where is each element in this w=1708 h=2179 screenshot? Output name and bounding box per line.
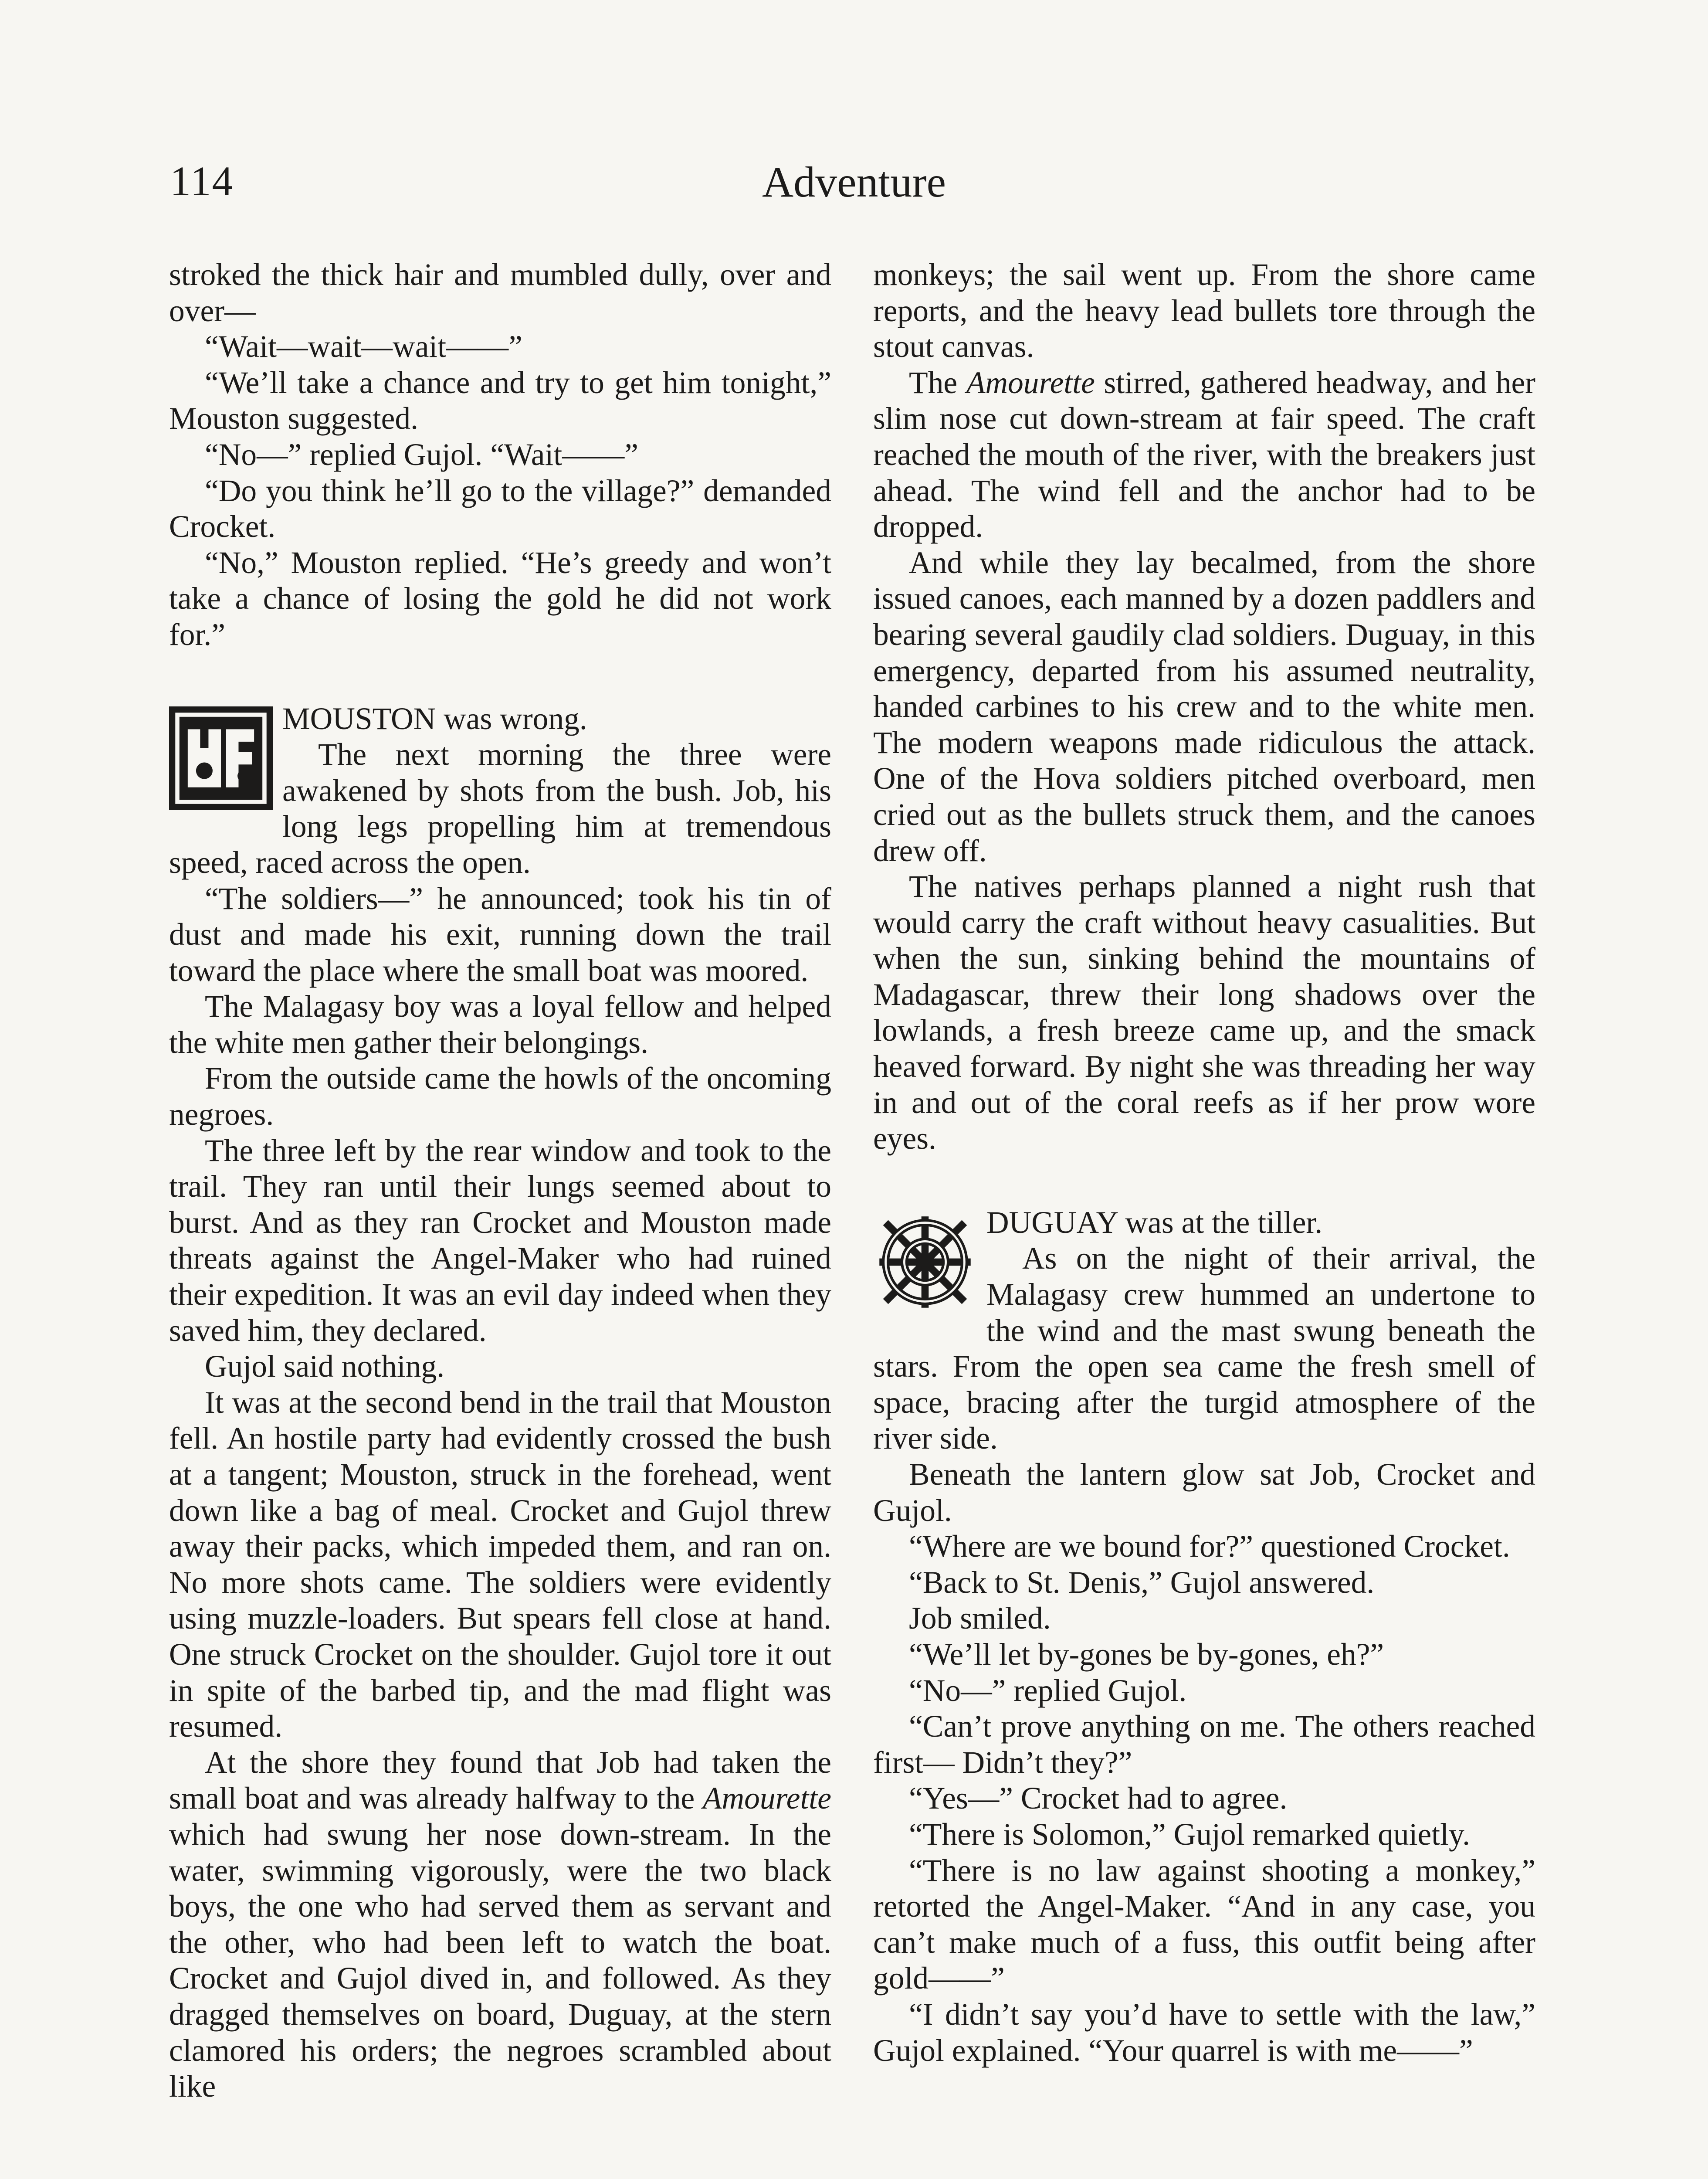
paragraph: The next morning the three were awakened by shots from the bush. Job, his long legs propelling him at tremendous speed, raced across the open. [169,737,831,880]
section-opening: MOUSTON was wrong. [282,701,587,736]
paragraph: “We’ll take a chance and try to get him tonight,” Mouston suggested. [169,365,831,436]
paragraph: “Yes—” Crocket had to agree. [909,1781,1288,1816]
paragraph: “We’ll let by-gones be by-gones, eh?” [909,1637,1384,1672]
right-column [873,257,1535,2069]
paragraph: Job smiled. [909,1601,1051,1636]
paragraph: The Amourette stirred, gathered headway, and her slim nose cut down-stream at fair speed. The craft reached the mouth of the river, with the breakers just ahead. The wind fell and the anchor had to be dropped. [873,365,1535,544]
paragraph: “Where are we bound for?” questioned Crocket. [909,1529,1510,1564]
paragraph: As on the night of their arrival, the Malagasy crew hummed an undertone to the wind and the mast swung beneath the stars. From the open sea came the fresh smell of space, bracing after the turgid atmosphere of the river side. [873,1241,1535,1456]
paragraph: From the outside came the howls of the oncoming negroes. [169,1061,831,1132]
ornamental-dropcap-icon [169,706,273,810]
paragraph: “Back to St. Denis,” Gujol answered. [909,1565,1375,1600]
paragraph: The natives perhaps planned a night rush that would carry the craft without heavy casualities. But when the sun, sinking behind the mountains of Madagascar, threw their long shadows over the lowlands, a fresh breeze came up, and the smack heaved forward. By night she was threading her way in and out of the coral reefs as if her prow wore eyes. [873,869,1535,1156]
paragraph: “There is Solomon,” Gujol remarked quietly. [909,1817,1470,1852]
paragraph: monkeys; the sail went up. From the shore came reports, and the heavy lead bullets tore through the stout canvas. [873,258,1535,364]
paragraph: It was at the second bend in the trail that Mouston fell. An hostile party had evidently crossed the bush at a tangent; Mouston, struck in the forehead, went down like a bag of meal. Crocket and Gujol threw away their packs, which impeded them, and ran on. No more shots came. The soldiers were evidently using muzzle-loaders. But spears fell close at hand. One struck Crocket on the shoulder. Gujol tore it out in spite of the barbed tip, and the mad flight was resumed. [169,1385,831,1744]
paragraph: The Malagasy boy was a loyal fellow and helped the white men gather their belongings. [169,989,831,1060]
paragraph: “The soldiers—” he announced; took his tin of dust and made his exit, running down the trail toward the place where the small boat was moored. [169,881,831,988]
paragraph: “I didn’t say you’d have to settle with the law,” Gujol explained. “Your quarrel is with me——” [873,1997,1535,2068]
paragraph: At the shore they found that Job had taken the small boat and was already halfway to the Amourette which had swung her nose down-stream. In the water, swimming vigorously, were the two black boys, the one who had served them as servant and the other, who had been left to watch the boat. Crocket and Gujol dived in, and followed. As they dragged themselves on board, Duguay, at the stern clamored his orders; the negroes scrambled about like [169,1745,831,2104]
paragraph: Beneath the lantern glow sat Job, Crocket and Gujol. [873,1457,1535,1528]
section-opening: DUGUAY was at the tiller. [986,1205,1323,1240]
paragraph: Gujol said nothing. [205,1349,445,1384]
left-column [169,257,831,2105]
paragraph: The three left by the rear window and took to the trail. They ran until their lungs seemed about to burst. And as they ran Crocket and Mouston made threats against the Angel-Maker who had ruined their expedition. It was an evil day indeed when they saved him, they declared. [169,1133,831,1348]
paragraph: And while they lay becalmed, from the shore issued canoes, each manned by a dozen paddlers and bearing several gaudily clad soldiers. Duguay, in this emergency, departed from his assumed neutrality, handed carbines to his crew and to the white men. The modern weapons made ridiculous the attack. One of the Hova soldiers pitched overboard, men cried out as the bullets struck them, and the canoes drew off. [873,545,1535,868]
paragraph: “No—” replied Gujol. [909,1673,1187,1708]
paragraph: “There is no law against shooting a monkey,” retorted the Angel-Maker. “And in any case, you can’t make much of a fuss, this outfit being after gold——” [873,1853,1535,1996]
page-number: 114 [170,158,234,204]
paragraph: “Do you think he’ll go to the village?” demanded Crocket. [169,473,831,544]
paragraph: “Can’t prove anything on me. The others reached first— Didn’t they?” [873,1709,1535,1780]
celtic-knot-dropcap-icon [873,1210,977,1314]
paragraph: stroked the thick hair and mumbled dully, over and over— [169,258,831,328]
page-header [170,157,1538,222]
paragraph: “No—” replied Gujol. “Wait——” [205,437,638,472]
running-head-title: Adventure [762,158,946,206]
paragraph: “Wait—wait—wait——” [205,329,522,364]
paragraph: “No,” Mouston replied. “He’s greedy and won’t take a chance of losing the gold he did not work for.” [169,545,831,652]
